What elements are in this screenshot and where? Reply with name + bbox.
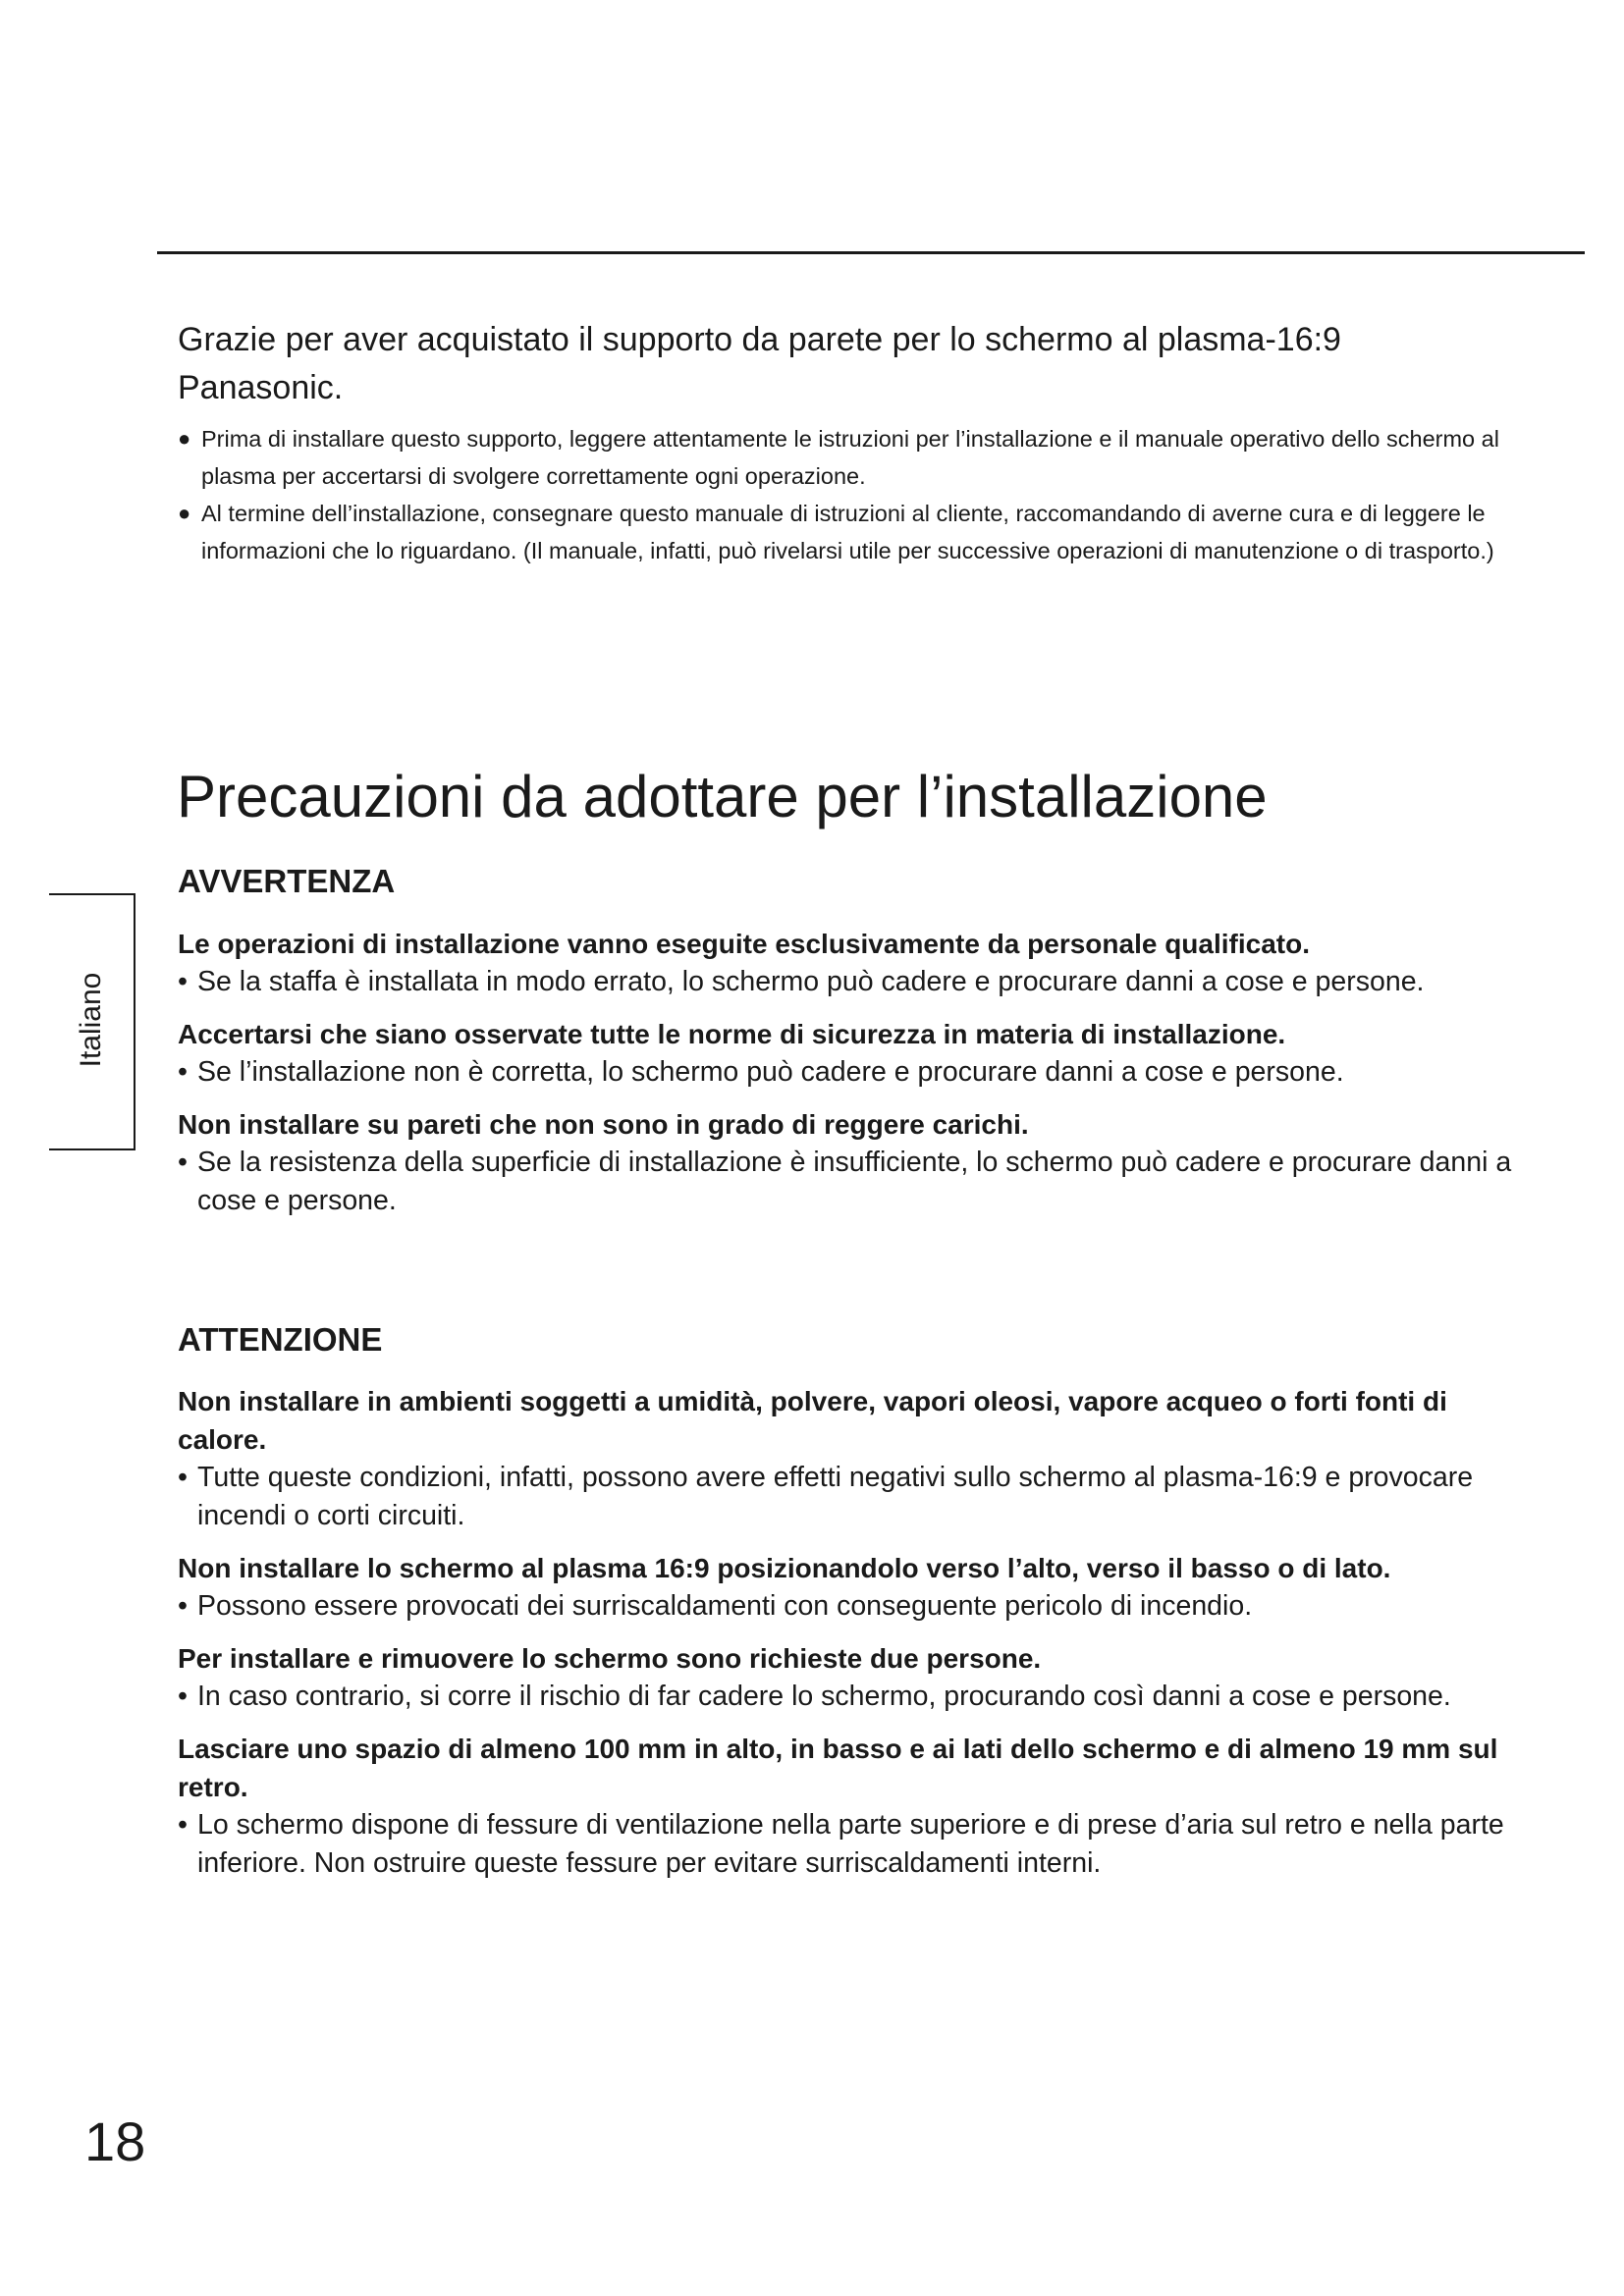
- intro-bullet: ● Al termine dell’installazione, consegnare questo manuale di istruzioni al cliente, raccomandando di averne cura e di leggere le informazioni che lo riguardano. (Il manuale, infatti, può rivelarsi utile per successive operazioni di manutenzione o di trasporto.): [178, 495, 1513, 569]
- warning-item: [178, 925, 1523, 1001]
- caution-item: [178, 1382, 1523, 1535]
- bullet-icon: ●: [178, 501, 191, 525]
- intro-bullets: [178, 420, 1513, 569]
- caution-item: [178, 1549, 1523, 1626]
- caution-item-text: • Lo schermo dispone di fessure di ventilazione nella parte superiore e di prese d’aria sul retro e nella parte inferiore. Non ostruire queste fessure per evitare surriscaldamenti interni.: [178, 1809, 1504, 1879]
- caution-item: [178, 1639, 1523, 1716]
- caution-item-title: Non installare in ambienti soggetti a umidità, polvere, vapori oleosi, vapore acqueo o forti fonti di calore.: [178, 1386, 1447, 1455]
- warning-list: [178, 925, 1523, 1234]
- page-title: Precauzioni da adottare per l’installazione: [177, 764, 1268, 829]
- caution-list: [178, 1382, 1523, 1896]
- warning-item: [178, 1105, 1523, 1220]
- language-tab-label: Italiano: [75, 972, 107, 1068]
- caution-item-title: Per installare e rimuovere lo schermo sono richieste due persone.: [178, 1643, 1042, 1674]
- caution-item-text: • In caso contrario, si corre il rischio di far cadere lo schermo, procurando così danni a cose e persone.: [178, 1681, 1451, 1712]
- warning-item-title: Accertarsi che siano osservate tutte le norme di sicurezza in materia di installazione.: [178, 1019, 1286, 1049]
- caution-item-title: Non installare lo schermo al plasma 16:9 posizionandolo verso l’alto, verso il basso o di lato.: [178, 1553, 1391, 1583]
- caution-item: [178, 1730, 1523, 1883]
- warning-item-text: • Se l’installazione non è corretta, lo schermo può cadere e procurare danni a cose e persone.: [178, 1056, 1344, 1088]
- intro-text: Grazie per aver acquistato il supporto da parete per lo schermo al plasma-16:9 Panasonic.: [178, 321, 1341, 406]
- warning-item-text: • Se la staffa è installata in modo errato, lo schermo può cadere e procurare danni a cose e persone.: [178, 966, 1425, 997]
- warning-item-title: Non installare su pareti che non sono in grado di reggere carichi.: [178, 1109, 1029, 1140]
- warning-item: [178, 1015, 1523, 1092]
- caution-item-title: Lasciare uno spazio di almeno 100 mm in alto, in basso e ai lati dello schermo e di almeno 19 mm sul retro.: [178, 1734, 1498, 1802]
- bullet-icon: ●: [178, 426, 191, 451]
- warning-item-title: Le operazioni di installazione vanno eseguite esclusivamente da personale qualificato.: [178, 929, 1310, 959]
- header-rule: [157, 251, 1585, 254]
- caution-heading: ATTENZIONE: [178, 1321, 383, 1358]
- warning-item-text: • Se la resistenza della superficie di installazione è insufficiente, lo schermo può cadere e procurare danni a cose e persone.: [178, 1147, 1512, 1216]
- intro-bullet: ● Prima di installare questo supporto, leggere attentamente le istruzioni per l’installazione e il manuale operativo dello schermo al plasma per accertarsi di svolgere correttamente ogni operazione.: [178, 420, 1513, 495]
- warning-heading: AVVERTENZA: [178, 863, 396, 899]
- page-number: 18: [84, 2110, 146, 2172]
- caution-item-text: • Tutte queste condizioni, infatti, possono avere effetti negativi sullo schermo al plasma-16:9 e provocare incendi o corti circuiti.: [178, 1462, 1474, 1531]
- caution-item-text: • Possono essere provocati dei surriscaldamenti con conseguente pericolo di incendio.: [178, 1590, 1253, 1622]
